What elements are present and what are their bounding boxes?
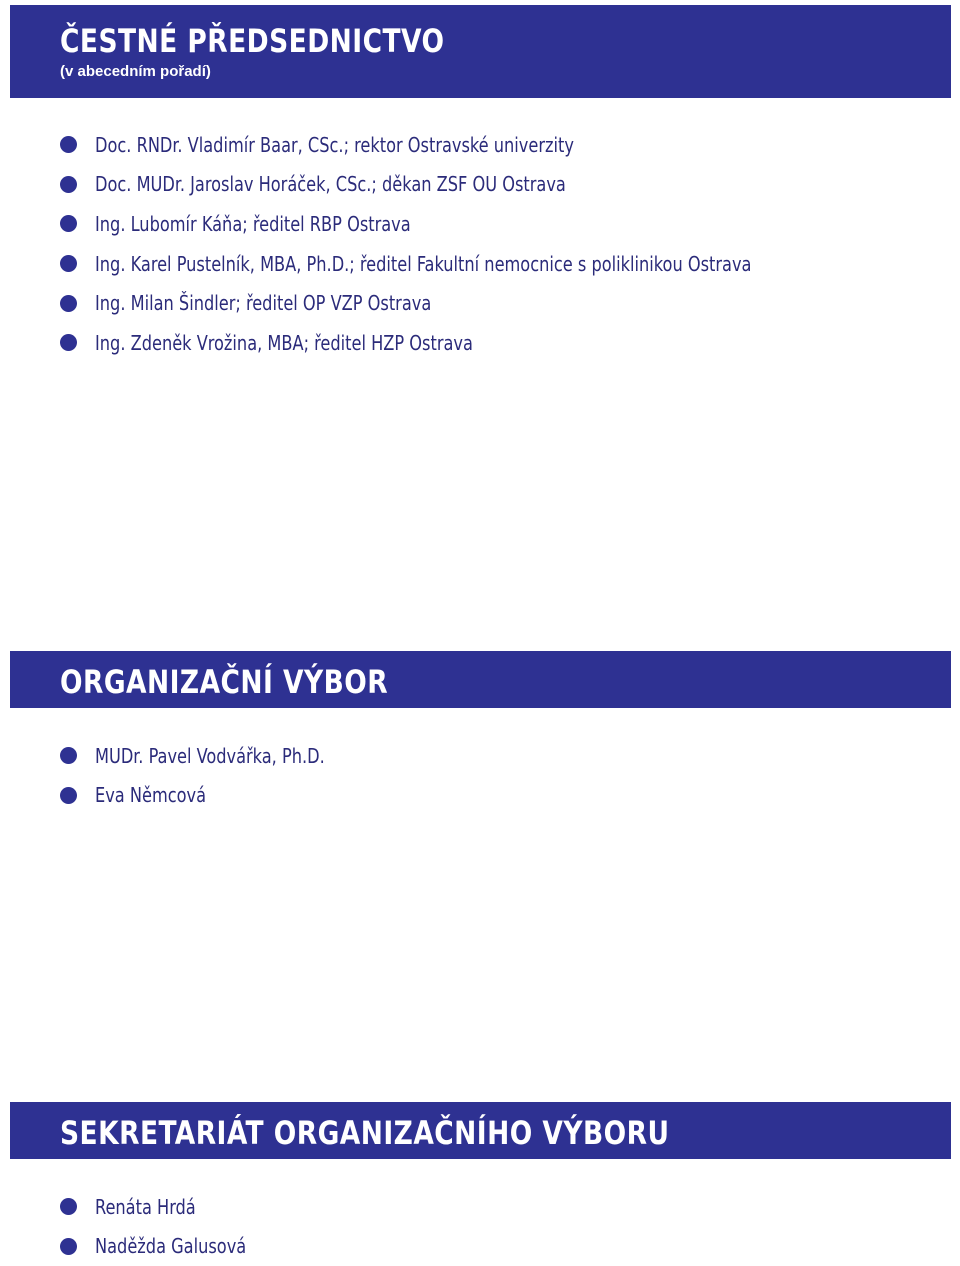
bullet-icon — [60, 295, 77, 312]
list-item-text: Naděžda Galusová — [95, 1234, 247, 1259]
list-item — [60, 165, 824, 205]
bullet-icon — [60, 176, 77, 193]
honorary-board-title: ČESTNÉ PŘEDSEDNICTVO — [60, 22, 445, 60]
list-item-text: Doc. RNDr. Vladimír Baar, CSc.; rektor Ostravské univerzity — [95, 132, 574, 157]
list-item-text: Ing. Lubomír Káňa; ředitel RBP Ostrava — [95, 211, 411, 236]
list-item — [60, 125, 824, 165]
organizing-committee-banner — [10, 651, 951, 708]
list-item — [60, 204, 824, 244]
bullet-icon — [60, 747, 77, 764]
organizing-committee-list — [60, 736, 350, 815]
list-item — [60, 283, 824, 323]
list-item-text: MUDr. Pavel Vodvářka, Ph.D. — [95, 743, 325, 768]
list-item — [60, 1187, 263, 1227]
bullet-icon — [60, 215, 77, 232]
list-item-text: Eva Němcová — [95, 783, 207, 808]
bullet-icon — [60, 255, 77, 272]
list-item — [60, 323, 824, 363]
bullet-icon — [60, 334, 77, 351]
list-item — [60, 244, 824, 284]
honorary-board-subtitle: (v abecedním pořadí) — [60, 63, 211, 80]
secretariat-title: SEKRETARIÁT ORGANIZAČNÍHO VÝBORU — [60, 1114, 670, 1152]
bullet-icon — [60, 136, 77, 153]
organizing-committee-title: ORGANIZAČNÍ VÝBOR — [60, 663, 389, 701]
secretariat-list — [60, 1187, 263, 1266]
list-item-text: Renáta Hrdá — [95, 1194, 196, 1219]
honorary-board-banner — [10, 5, 951, 98]
list-item-text: Doc. MUDr. Jaroslav Horáček, CSc.; děkan ZSF OU Ostrava — [95, 172, 566, 197]
bullet-icon — [60, 1238, 77, 1255]
list-item-text: Ing. Milan Šindler; ředitel OP VZP Ostrava — [95, 291, 432, 316]
secretariat-banner — [10, 1102, 951, 1159]
bullet-icon — [60, 787, 77, 804]
honorary-board-list — [60, 125, 824, 363]
bullet-icon — [60, 1198, 77, 1215]
list-item-text: Ing. Zdeněk Vrožina, MBA; ředitel HZP Ostrava — [95, 330, 473, 355]
list-item-text: Ing. Karel Pustelník, MBA, Ph.D.; ředitel Fakultní nemocnice s poliklinikou Ostrava — [95, 251, 752, 276]
list-item — [60, 736, 350, 776]
list-item — [60, 1227, 263, 1266]
list-item — [60, 776, 350, 816]
